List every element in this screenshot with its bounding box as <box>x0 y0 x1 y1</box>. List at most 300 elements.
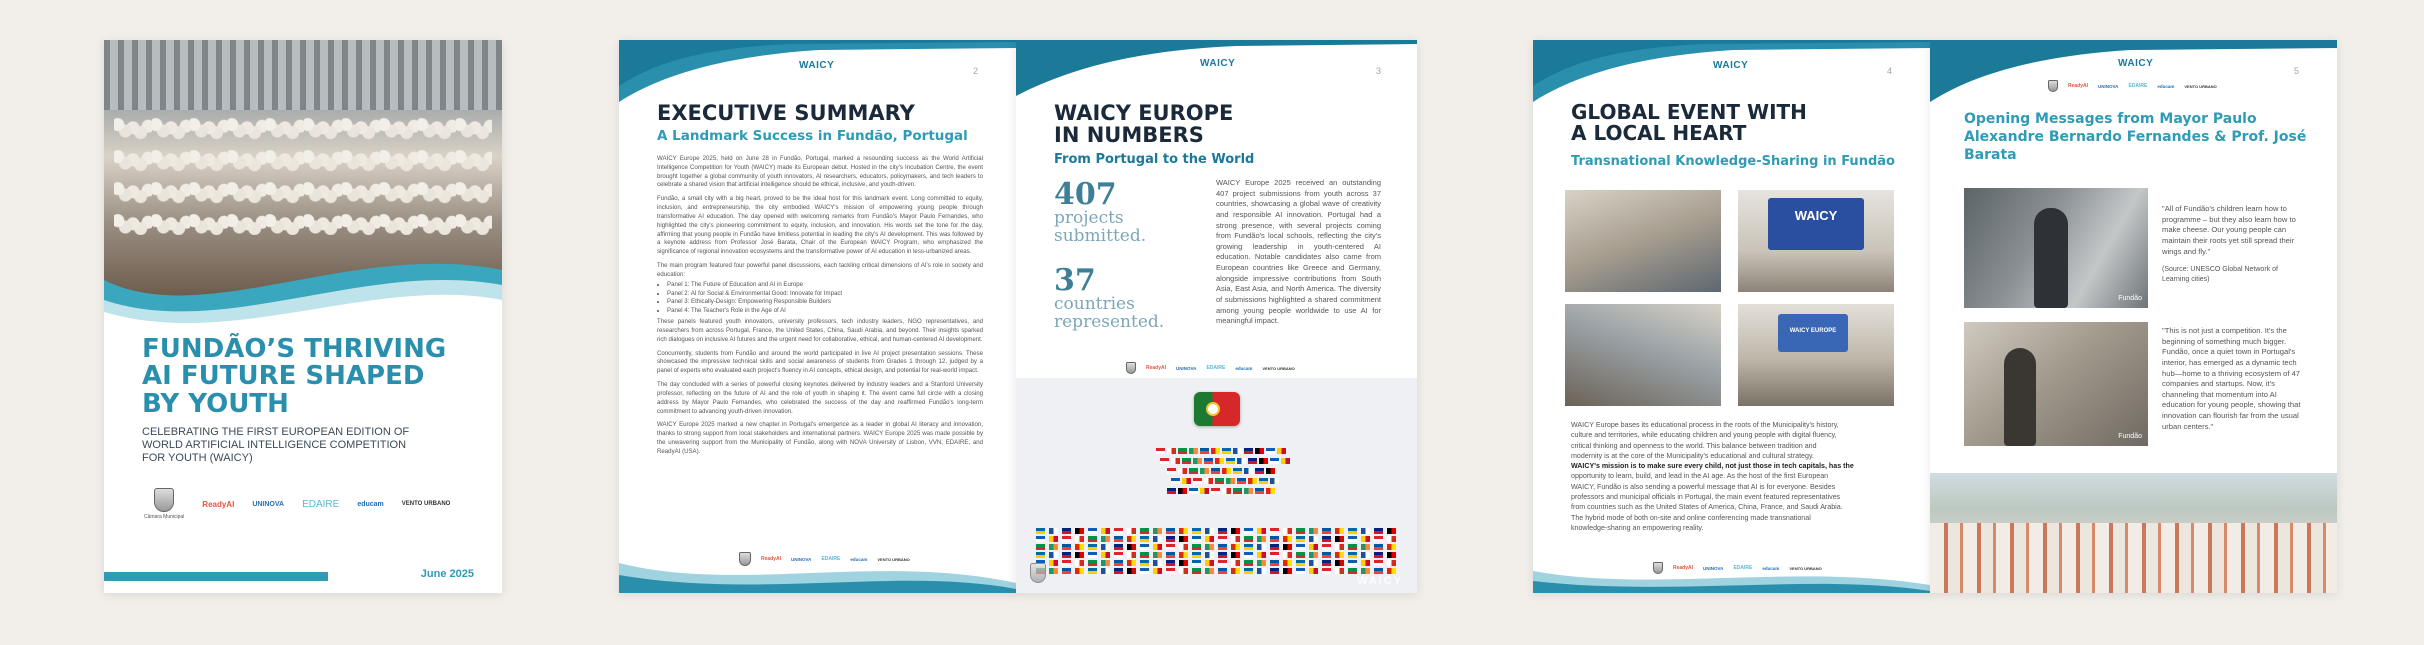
country-flag-icon <box>1062 544 1071 550</box>
country-flag-icon <box>1205 568 1214 574</box>
photo-caption: Fundão <box>2118 295 2142 302</box>
logo-edaire: EDAIRE <box>1733 565 1753 571</box>
screen-label: WAICY <box>1794 208 1838 223</box>
country-flag-icon <box>1335 552 1344 558</box>
town-roofs <box>1930 523 2337 593</box>
country-flag-icon <box>1233 468 1242 474</box>
page4-title-line-2: A LOCAL HEART <box>1571 121 1747 145</box>
professor-photo <box>1964 322 2148 446</box>
country-flag-icon <box>1140 536 1149 542</box>
country-flag-icon <box>1127 568 1136 574</box>
logo-readyai: ReadyAI <box>202 499 235 509</box>
country-flag-icon <box>1189 468 1198 474</box>
country-flag-icon <box>1255 448 1264 454</box>
country-flag-icon <box>1127 560 1136 566</box>
country-flag-icon <box>1140 544 1149 550</box>
cover-subtitle <box>142 426 409 466</box>
country-flag-icon <box>1140 528 1149 534</box>
country-flag-icon <box>1361 568 1370 574</box>
stat-countries-number: 37 <box>1054 263 1096 298</box>
country-flag-icon <box>1166 560 1175 566</box>
country-flag-icon <box>1255 488 1264 494</box>
page-2 <box>619 40 1016 593</box>
country-flag-icon <box>1283 560 1292 566</box>
country-flag-icon <box>1244 448 1253 454</box>
quote-1-source: (Source: UNESCO Global Network of Learning cities) <box>2162 266 2278 283</box>
country-flag-icon <box>1270 560 1279 566</box>
country-flag-icon <box>1309 536 1318 542</box>
country-flag-icon <box>1036 528 1045 534</box>
country-flag-icon <box>1296 560 1305 566</box>
page4-title <box>1571 102 1807 144</box>
cover-footer-bar <box>104 572 328 581</box>
stat-projects-label-line-1: projects <box>1054 208 1124 228</box>
logo-uninova: UNINOVA <box>1703 565 1724 571</box>
cover-page <box>104 40 502 593</box>
country-flag-icon <box>1167 468 1176 474</box>
country-flag-icon <box>1248 478 1257 484</box>
page4-body-line: professors and municipal officials in Portugal, the main event featured representatives <box>1571 492 1841 501</box>
country-flag-icon <box>1387 560 1396 566</box>
town-panorama-photo <box>1930 473 2337 593</box>
country-flag-icon <box>1322 552 1331 558</box>
country-flag-icon <box>1222 468 1231 474</box>
logo-readyai: ReadyAI <box>761 556 782 562</box>
page4-body-line: WAICY's mission is to make sure every child, not just those in tech capitals, has the <box>1571 462 1854 471</box>
page-4 <box>1533 40 1930 593</box>
country-flag-icon <box>1335 536 1344 542</box>
logo-readyai: ReadyAI <box>1146 365 1167 371</box>
country-flag-icon <box>1309 544 1318 550</box>
country-flag-icon <box>1166 528 1175 534</box>
country-flag-icon <box>1049 560 1058 566</box>
page2-number: 2 <box>972 66 978 76</box>
country-flag-icon <box>1166 552 1175 558</box>
country-flag-icon <box>1237 478 1246 484</box>
country-flag-icon <box>1226 458 1235 464</box>
country-flag-icon <box>1270 458 1279 464</box>
country-flag-icon <box>1211 468 1220 474</box>
country-flag-icon <box>1257 536 1266 542</box>
stat-projects-label-line-2: submitted. <box>1054 225 1147 246</box>
country-flag-icon <box>1192 560 1201 566</box>
stat-countries-label-line-1: countries <box>1054 294 1135 314</box>
logo-uninova: UNINOVA <box>252 500 285 508</box>
country-flag-icon <box>1348 560 1357 566</box>
country-flag-icon <box>1244 552 1253 558</box>
photo-caption: Fundão <box>2118 433 2142 440</box>
page5-brand: WAICY <box>2118 58 2154 69</box>
page5-title-line-1: Opening Messages from Mayor Paulo <box>1964 111 2257 127</box>
country-flag-icon <box>1257 544 1266 550</box>
country-flag-icon <box>1167 488 1176 494</box>
country-flag-icon <box>1153 528 1162 534</box>
country-flag-icon <box>1127 536 1136 542</box>
country-flag-icon <box>1231 552 1240 558</box>
country-flag-icon <box>1218 544 1227 550</box>
country-flag-icon <box>1248 458 1257 464</box>
country-flag-icon <box>1075 552 1084 558</box>
page2-brand: WAICY <box>799 60 835 71</box>
page2-paragraph: Fundão, a small city with a big heart, proved to be the ideal host for this landmark event. Long committed to equity, inclusion, and entrepreneurship, the city embodied WAICY's mission of empowering young people through transformative AI education. The day opened with welcoming remarks from Fundão's Mayor Paulo Fernandes, who highlighted the city's pioneering commitment to equity, inclusion, and innovation. His words set the tone for the day, affirming that young people in Fundão have limitless potential in leading the city's AI development. This was followed by a keynote address from Professor José Barata, Chair of the European WAICY Program, who emphasized the significance of regional innovation ecosystems and the transformative power of AI education in less-urbanized areas. <box>657 195 983 256</box>
country-flag-icon <box>1062 560 1071 566</box>
country-flag-icon <box>1049 552 1058 558</box>
country-flag-icon <box>1257 528 1266 534</box>
page2-paragraph: WAICY Europe 2025 marked a new chapter in Portugal's emergence as a leader in global AI literacy and innovation, thanks to strong support from local stakeholders and international partners. WAICY Europe 2025 was made possible by the unwavering support from the Municipality of Fundão, along with NOVA University of Lisbon, VVN, EDAIRE, and ReadyAI (USA). <box>657 421 983 455</box>
country-flag-icon <box>1218 560 1227 566</box>
country-flag-icon <box>1200 448 1209 454</box>
country-flag-icon <box>1244 560 1253 566</box>
country-flag-icon <box>1255 468 1264 474</box>
country-flag-icon <box>1270 552 1279 558</box>
country-flag-icon <box>1114 560 1123 566</box>
screen-label: WAICY EUROPE <box>1789 328 1837 334</box>
cover-title <box>142 336 446 418</box>
country-flag-icon <box>1192 536 1201 542</box>
country-flag-icon <box>1348 536 1357 542</box>
municipal-crest-icon <box>154 488 174 512</box>
country-flag-icon <box>1257 560 1266 566</box>
country-flag-icon <box>1244 488 1253 494</box>
page4-brand: WAICY <box>1713 60 1749 71</box>
country-flag-icon <box>1270 528 1279 534</box>
cover-title-line-1: FUNDÃO’S THRIVING <box>142 334 447 364</box>
logo-educam: educam <box>2157 83 2175 89</box>
country-flag-icon <box>1270 568 1279 574</box>
country-flag-icon <box>1171 458 1180 464</box>
portugal-flag-icon <box>1194 392 1240 426</box>
logo-uninova: UNINOVA <box>791 556 812 562</box>
country-flag-icon <box>1309 568 1318 574</box>
country-flag-icon <box>1270 536 1279 542</box>
country-flag-icon <box>1127 544 1136 550</box>
panel-list-item: • Panel 1: The Future of Education and AI in Europe <box>667 281 983 290</box>
country-flag-icon <box>1101 544 1110 550</box>
country-flag-icon <box>1179 560 1188 566</box>
page5-number: 5 <box>2293 66 2299 76</box>
country-flag-icon <box>1309 560 1318 566</box>
page4-body-line: modernity is at the core of the Municipality's educational and cultural strategy. <box>1571 451 1814 460</box>
country-flag-icon <box>1387 552 1396 558</box>
country-flag-icon <box>1296 536 1305 542</box>
country-flag-icon <box>1204 458 1213 464</box>
country-flag-icon <box>1205 544 1214 550</box>
country-flag-icon <box>1233 488 1242 494</box>
page5-logo-row <box>2048 80 2217 92</box>
country-flag-icon <box>1088 560 1097 566</box>
country-flag-icon <box>1205 528 1214 534</box>
page4-body-line: from countries such as the United States of America, China, France, and Saudi Arabia. <box>1571 503 1843 512</box>
country-flag-icon <box>1189 448 1198 454</box>
country-flag-icon <box>1036 544 1045 550</box>
country-flag-icon <box>1244 468 1253 474</box>
country-flag-icon <box>1192 552 1201 558</box>
country-flag-icon <box>1244 528 1253 534</box>
country-flag-icon <box>1192 528 1201 534</box>
speaker-silhouette <box>2034 208 2068 308</box>
country-flag-icon <box>1335 544 1344 550</box>
country-flag-icon <box>1179 552 1188 558</box>
page5-title-line-3: Barata <box>1964 147 2017 164</box>
quote-1-block <box>2162 204 2306 285</box>
mayor-photo <box>1964 188 2148 308</box>
page4-body-line: opportunity to learn, build, and lead in the AI age. As the host of the first European <box>1571 472 1829 481</box>
page2-paragraph: The main program featured four powerful panel discussions, each tackling critical dimensions of AI's role in society and education: <box>657 262 983 278</box>
country-flag-icon <box>1205 536 1214 542</box>
projector-screen <box>1768 198 1864 250</box>
country-flag-icon <box>1193 458 1202 464</box>
country-flag-icon <box>1114 568 1123 574</box>
cover-title-line-3: BY YOUTH <box>142 388 289 419</box>
country-flag-icon <box>1322 568 1331 574</box>
logo-camara: Câmara Municipal <box>144 514 185 520</box>
country-flag-icon <box>1335 568 1344 574</box>
country-flag-icon <box>1266 468 1275 474</box>
country-flag-icon <box>1231 528 1240 534</box>
country-flag-icon <box>1178 488 1187 494</box>
country-flag-icon <box>1088 536 1097 542</box>
speaker-silhouette <box>2004 348 2036 446</box>
municipal-crest-icon <box>1030 563 1046 583</box>
country-flag-icon <box>1101 528 1110 534</box>
country-flag-icon <box>1211 448 1220 454</box>
country-flag-icon <box>1075 568 1084 574</box>
country-flag-icon <box>1200 468 1209 474</box>
country-flag-icon <box>1153 552 1162 558</box>
cover-subtitle-line-3: FOR YOUTH (WAICY) <box>142 452 253 465</box>
page4-body-line: The hybrid mode of both on-site and online conferencing made transnational <box>1571 513 1811 522</box>
country-flag-icon <box>1153 568 1162 574</box>
country-flag-icon <box>1218 536 1227 542</box>
country-flag-icon <box>1266 448 1275 454</box>
stat-countries-label-line-2: represented. <box>1054 311 1165 332</box>
logo-edaire: EDAIRE <box>2128 83 2148 89</box>
country-flag-icon <box>1259 458 1268 464</box>
country-flag-icon <box>1218 568 1227 574</box>
municipal-crest-icon <box>1126 362 1136 374</box>
country-flag-icon <box>1374 552 1383 558</box>
country-flag-icon <box>1167 448 1176 454</box>
country-flag-icon <box>1049 544 1058 550</box>
logo-readyai: ReadyAI <box>2068 83 2089 89</box>
country-flag-icon <box>1062 528 1071 534</box>
country-flag-icon <box>1259 478 1268 484</box>
logo-educam: educam <box>850 556 868 562</box>
country-flag-icon <box>1348 528 1357 534</box>
page4-subtitle: Transnational Knowledge-Sharing in Fundão <box>1571 154 1895 169</box>
logo-vento-urbano: VENTO URBANO <box>2184 83 2217 89</box>
country-flag-icon <box>1283 568 1292 574</box>
country-flag-icon <box>1387 568 1396 574</box>
country-flag-icon <box>1348 544 1357 550</box>
page4-body-line: critical thinking and openness to the world. This balance between tradition and <box>1571 441 1817 450</box>
page2-subtitle: A Landmark Success in Fundão, Portugal <box>657 128 968 144</box>
page4-title-line-1: GLOBAL EVENT WITH <box>1571 100 1807 124</box>
country-flag-icon <box>1088 544 1097 550</box>
country-flag-icon <box>1140 552 1149 558</box>
event-photo-stage <box>1738 304 1894 406</box>
logo-edaire: EDAIRE <box>821 556 841 562</box>
country-flag-icon <box>1101 536 1110 542</box>
page2-bottom-wave <box>619 553 1016 593</box>
page3-title-line-2: IN NUMBERS <box>1054 123 1204 148</box>
page4-bottom-wave <box>1533 563 1930 593</box>
page4-body-line: WAICY, Fundão is also sending a powerful message that AI is for everyone. Besides <box>1571 482 1836 491</box>
country-flag-icon <box>1361 560 1370 566</box>
country-flag-icon <box>1374 568 1383 574</box>
event-photo-screen <box>1738 190 1894 292</box>
page3-body: WAICY Europe 2025 received an outstanding 407 project submissions from youth across 37 countries, showcasing a global wave of creativity and responsible AI innovation. Portugal had a strong presence, with several projects coming from Fundão's local schools, reflecting the city's growing leadership in youth-centered AI education. Notable candidates also came from European countries like Greece and Germany, alongside impressive contributions from South Asia, East Asia, and North America. The diversity of submissions highlighted a shared commitment among young people worldwide to use AI for meaningful impact. <box>1216 178 1381 326</box>
country-flag-icon <box>1215 458 1224 464</box>
country-flag-icon <box>1374 544 1383 550</box>
country-flag-icon <box>1335 560 1344 566</box>
country-flag-icon <box>1335 528 1344 534</box>
page2-title: EXECUTIVE SUMMARY <box>657 101 915 125</box>
country-flag-icon <box>1193 478 1202 484</box>
country-flag-icon <box>1127 528 1136 534</box>
page5-title <box>1964 110 2306 165</box>
page3-title <box>1054 102 1233 146</box>
country-flag-icon <box>1140 560 1149 566</box>
logo-edaire: EDAIRE <box>302 498 340 510</box>
country-flag-icon <box>1361 544 1370 550</box>
page2-paragraph: These panels featured youth innovators, university professors, tech industry leaders, NGO representatives, and researchers from across Portugal, France, the United States, China, Saudi Arabia, and beyond. Their insights sparked rich dialogues on inclusive AI futures and the urgent need for collaborative, ethical, and human-centered AI development. <box>657 318 983 343</box>
country-flag-icon <box>1231 544 1240 550</box>
logo-uninova: UNINOVA <box>2098 83 2119 89</box>
country-flag-icon <box>1277 448 1286 454</box>
page4-body-line: WAICY Europe bases its educational process in the roots of the Municipality's history, <box>1571 421 1839 429</box>
page3-brand: WAICY <box>1200 58 1236 69</box>
page3-top-wave <box>1016 40 1417 100</box>
country-flag-icon <box>1182 478 1191 484</box>
country-flag-icon <box>1049 568 1058 574</box>
flags-panel <box>1016 378 1417 593</box>
country-flag-icon <box>1309 528 1318 534</box>
country-flag-icon <box>1215 478 1224 484</box>
country-flag-icon <box>1322 536 1331 542</box>
country-flag-icon <box>1140 568 1149 574</box>
country-flag-icon <box>1231 536 1240 542</box>
country-flag-icon <box>1283 528 1292 534</box>
country-flag-icon <box>1205 552 1214 558</box>
country-flag-icon <box>1036 536 1045 542</box>
cover-logo-row <box>144 488 450 520</box>
country-flag-icon <box>1036 552 1045 558</box>
country-flag-icon <box>1179 568 1188 574</box>
country-flag-icon <box>1387 536 1396 542</box>
country-flag-icon <box>1114 536 1123 542</box>
country-flag-icon <box>1075 544 1084 550</box>
event-photo-delegates <box>1565 304 1721 406</box>
country-flag-icon <box>1322 528 1331 534</box>
country-flag-icon <box>1244 544 1253 550</box>
country-flag-icon <box>1257 568 1266 574</box>
country-flag-icon <box>1156 448 1165 454</box>
country-flag-icon <box>1114 544 1123 550</box>
cover-date: June 2025 <box>420 568 474 580</box>
page2-body <box>657 155 983 462</box>
country-flag-icon <box>1233 448 1242 454</box>
country-flag-icon <box>1062 568 1071 574</box>
country-flag-icon <box>1244 536 1253 542</box>
country-flag-icon <box>1387 528 1396 534</box>
page3-subtitle: From Portugal to the World <box>1054 152 1255 167</box>
country-flag-icon <box>1205 560 1214 566</box>
page5-title-line-2: Alexandre Bernardo Fernandes & Prof. José <box>1964 129 2307 146</box>
country-flag-icon <box>1296 528 1305 534</box>
country-flag-icon <box>1374 536 1383 542</box>
country-flag-icon <box>1101 568 1110 574</box>
page4-body-line: knowledge-sharing an empowering reality. <box>1571 523 1704 532</box>
logo-educam: educam <box>1235 365 1253 371</box>
country-flag-icon <box>1322 544 1331 550</box>
municipal-crest-icon <box>2048 80 2058 92</box>
country-flag-icon <box>1189 488 1198 494</box>
country-flag-icon <box>1226 478 1235 484</box>
country-flag-icon <box>1075 560 1084 566</box>
country-flag-icon <box>1257 552 1266 558</box>
country-flag-icon <box>1101 552 1110 558</box>
country-flag-icon <box>1218 552 1227 558</box>
page-5 <box>1930 40 2337 593</box>
cover-subtitle-line-1: CELEBRATING THE FIRST EUROPEAN EDITION OF <box>142 426 410 438</box>
logo-educam: educam <box>357 500 384 508</box>
country-flag-icon <box>1062 552 1071 558</box>
country-flag-icon <box>1075 528 1084 534</box>
panel-list-item: • Panel 3: Ethically-Design: Empowering Responsible Builders <box>667 298 983 307</box>
country-flag-icon <box>1266 488 1275 494</box>
country-flag-icon <box>1114 528 1123 534</box>
country-flag-icon <box>1218 528 1227 534</box>
quote-1: "All of Fundão's children learn how to programme – but they also learn how to make cheese. Our young people can maintain their roots yet still spread their wings and fly." <box>2162 204 2296 256</box>
country-flag-icon <box>1166 536 1175 542</box>
country-flag-icon <box>1361 552 1370 558</box>
quote-2: "This is not just a competition. It's the beginning of something much bigger. Fundão, once a quiet town in Portugal's interior, has emerged as a dynamic tech hub—home to a thriving ecosystem of 47 companies and startups. Now, it's channeling that momentum into AI education for young people, showing that innovation can flourish far from the usual urban centers." <box>2162 326 2301 431</box>
country-flag-icon <box>1101 560 1110 566</box>
country-flag-icon <box>1281 458 1290 464</box>
country-flag-icon <box>1179 536 1188 542</box>
country-flag-icon <box>1192 544 1201 550</box>
logo-readyai: ReadyAI <box>1673 565 1694 571</box>
country-flag-icon <box>1387 544 1396 550</box>
country-flag-icon <box>1166 544 1175 550</box>
page4-body <box>1571 420 1895 533</box>
country-flag-icon <box>1283 536 1292 542</box>
country-flag-icon <box>1179 528 1188 534</box>
cover-title-line-2: AI FUTURE SHAPED <box>142 361 425 392</box>
country-flag-icon <box>1153 536 1162 542</box>
page2-paragraph: The day concluded with a series of powerful closing keynotes delivered by industry leaders and a Stanford University professor, reflecting on the future of AI and the role of youth in shaping it. The event came full circle with a closing address by Mayor Paulo Fernandes, who celebrated the success of the day and reaffirmed Fundão's long-term commitment to advancing youth-driven innovation. <box>657 381 983 415</box>
logo-uninova: UNINOVA <box>1176 365 1197 371</box>
cover-subtitle-line-2: WORLD ARTIFICIAL INTELLIGENCE COMPETITION <box>142 439 407 452</box>
country-flag-icon <box>1296 552 1305 558</box>
country-flag-icon <box>1231 560 1240 566</box>
panel-list-item: • Panel 2: AI for Social & Environmental Good: Innovate for Impact <box>667 290 983 299</box>
page2-top-wave <box>619 40 1016 110</box>
page4-body-line: culture and territories, while educating children and young people with digital fluency, <box>1571 431 1837 440</box>
logo-vento-urbano: VENTO URBANO <box>877 556 910 562</box>
country-flag-icon <box>1178 448 1187 454</box>
country-flag-icon <box>1231 568 1240 574</box>
country-flag-icon <box>1049 528 1058 534</box>
cover-wave <box>104 240 502 330</box>
country-flag-icon <box>1179 544 1188 550</box>
country-flag-icon <box>1182 458 1191 464</box>
country-flag-icon <box>1153 544 1162 550</box>
country-flag-icon <box>1049 536 1058 542</box>
country-flag-icon <box>1374 528 1383 534</box>
country-flag-icon <box>1075 536 1084 542</box>
